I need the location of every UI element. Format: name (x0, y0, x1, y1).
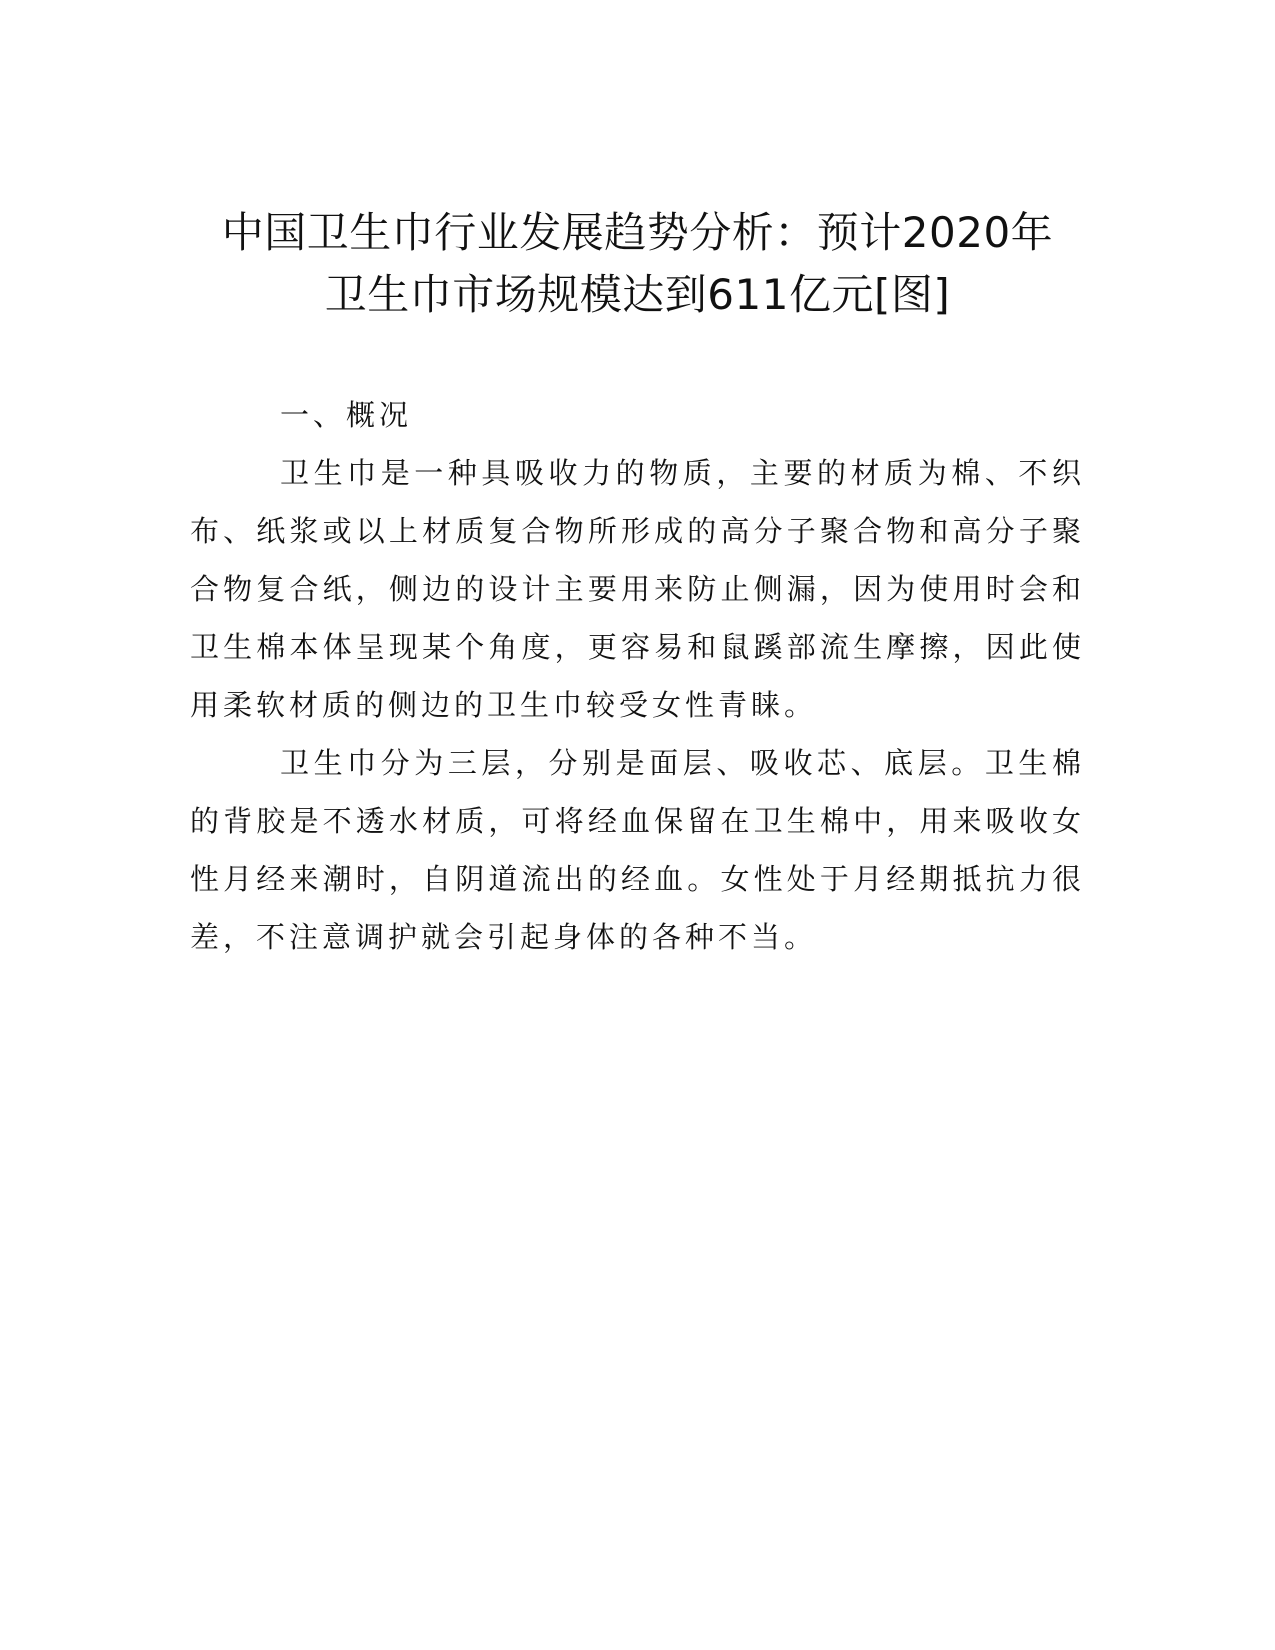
title-line-2: 卫生巾市场规模达到611亿元[图] (324, 270, 951, 319)
section-heading: 一、概况 (280, 398, 413, 432)
document-title (150, 202, 1125, 326)
document-body (190, 386, 1085, 966)
title-line-1: 中国卫生巾行业发展趋势分析：预计2020年 (221, 208, 1054, 257)
paragraph-1: 卫生巾是一种具吸收力的物质，主要的材质为棉、不织布、纸浆或以上材质复合物所形成的高分子聚合物和高分子聚合物复合纸，侧边的设计主要用来防止侧漏，因为使用时会和卫生棉本体呈现某个角度，更容易和鼠蹊部流生摩擦，因此使用柔软材质的侧边的卫生巾较受女性青睐。 (190, 456, 1085, 722)
paragraph-2: 卫生巾分为三层，分别是面层、吸收芯、底层。卫生棉的背胶是不透水材质，可将经血保留在卫生棉中，用来吸收女性月经来潮时，自阴道流出的经血。女性处于月经期抵抗力很差，不注意调护就会引起身体的各种不当。 (190, 746, 1085, 954)
